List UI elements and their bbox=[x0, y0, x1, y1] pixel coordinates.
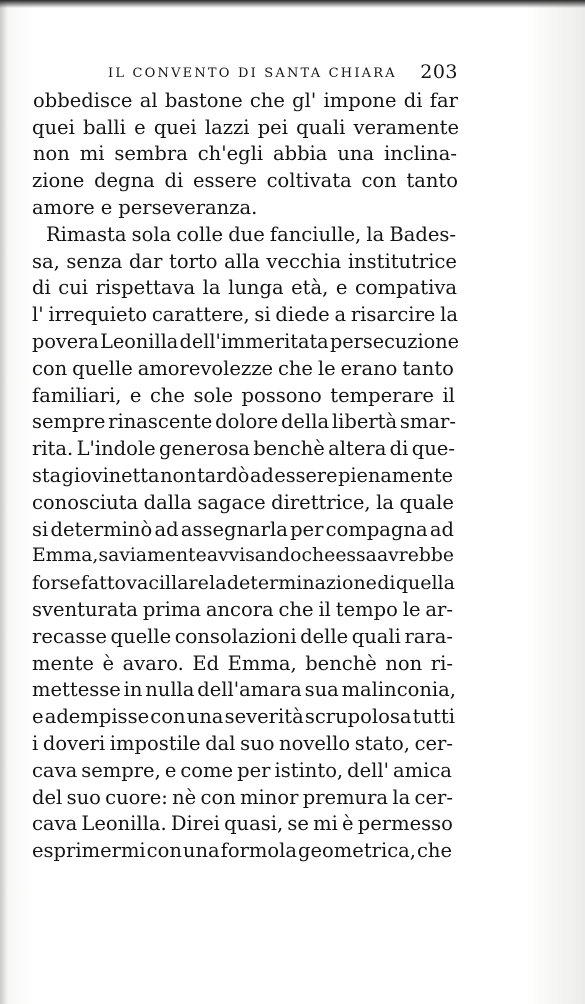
word: mi bbox=[79, 142, 105, 165]
word: come bbox=[180, 759, 234, 782]
word: e bbox=[164, 759, 177, 782]
word: zione bbox=[32, 169, 85, 192]
word: che bbox=[301, 545, 336, 566]
word: quasi, bbox=[224, 812, 284, 835]
word: per bbox=[290, 518, 324, 541]
word: avvisando bbox=[206, 545, 302, 566]
word: ad bbox=[154, 518, 179, 541]
word: due bbox=[228, 223, 265, 246]
word: si bbox=[32, 518, 49, 541]
word: quali bbox=[296, 116, 346, 139]
word: sembra bbox=[114, 142, 188, 165]
word: mettesse bbox=[32, 678, 121, 701]
word: la bbox=[440, 303, 458, 326]
word: torto bbox=[169, 250, 218, 273]
word: bastone bbox=[164, 89, 243, 112]
word: lunga bbox=[228, 276, 284, 299]
word: assegnarla bbox=[180, 518, 288, 541]
word: senza bbox=[66, 250, 123, 273]
word: recasse bbox=[32, 625, 107, 648]
word: a bbox=[334, 303, 347, 326]
word: cui bbox=[58, 276, 89, 299]
word: minor bbox=[240, 786, 299, 809]
word: essere bbox=[274, 464, 338, 487]
word: il bbox=[318, 598, 331, 621]
word: coltivata bbox=[266, 169, 352, 192]
word: lazzi bbox=[204, 116, 250, 139]
word: irrequieto bbox=[48, 303, 148, 326]
word: sola bbox=[131, 223, 172, 246]
word: quale bbox=[399, 491, 454, 514]
word: delle bbox=[300, 625, 349, 648]
word: la bbox=[366, 223, 385, 246]
word: stato, bbox=[354, 732, 410, 755]
word: inclina- bbox=[383, 142, 457, 165]
word: generosa bbox=[159, 437, 250, 460]
word: saviamente bbox=[98, 545, 207, 566]
word: temperare bbox=[330, 384, 434, 407]
word: sventurata bbox=[32, 598, 138, 621]
text-line bbox=[46, 222, 456, 248]
word: altera bbox=[328, 437, 387, 460]
word: la bbox=[202, 276, 221, 299]
word: dalla bbox=[143, 491, 192, 514]
word: cava bbox=[32, 759, 78, 782]
word: le bbox=[317, 357, 336, 380]
word: cuore: bbox=[105, 786, 168, 809]
word: carattere, bbox=[151, 303, 250, 326]
text-line bbox=[32, 838, 452, 864]
word: istinto, bbox=[274, 759, 344, 782]
word: e bbox=[134, 116, 146, 139]
word: dell'amara bbox=[197, 678, 302, 701]
word: tempo bbox=[335, 598, 398, 621]
word: tutti bbox=[412, 705, 455, 728]
text-line bbox=[32, 731, 453, 757]
word: ch'egli bbox=[197, 142, 264, 165]
word: rispettava bbox=[95, 276, 196, 299]
text-line bbox=[32, 758, 452, 784]
text-line bbox=[32, 463, 453, 489]
word: suo bbox=[66, 786, 101, 809]
word: e bbox=[100, 196, 113, 219]
word: ancora bbox=[205, 598, 274, 621]
word: avrebbe bbox=[377, 545, 454, 566]
word: rita. bbox=[32, 437, 74, 460]
word: novello bbox=[279, 732, 351, 755]
text-line bbox=[32, 543, 454, 569]
word: geometrica, bbox=[298, 839, 416, 862]
word: degna bbox=[94, 169, 155, 192]
word: Ed bbox=[192, 652, 220, 675]
word: cava bbox=[32, 812, 78, 835]
word: che bbox=[277, 357, 313, 380]
word: ri- bbox=[430, 652, 453, 675]
text-line bbox=[32, 329, 459, 355]
word: Emma, bbox=[227, 652, 297, 675]
word: compativa bbox=[355, 276, 457, 299]
word: mente bbox=[32, 652, 94, 675]
word: essere bbox=[192, 169, 257, 192]
word: dell' bbox=[347, 759, 390, 782]
word: L'indole bbox=[76, 437, 156, 460]
word: impostile bbox=[109, 732, 201, 755]
word: familiari, bbox=[32, 384, 122, 407]
text-line bbox=[32, 517, 454, 543]
word: benchè bbox=[253, 437, 325, 460]
word: giovinetta bbox=[61, 464, 160, 487]
word: che bbox=[416, 839, 452, 862]
running-title: IL CONVENTO DI SANTA CHIARA bbox=[108, 66, 397, 81]
word: quella bbox=[395, 572, 455, 594]
word: scrupolosa bbox=[304, 705, 412, 728]
word: esprimermi bbox=[32, 839, 146, 862]
word: diede bbox=[275, 303, 330, 326]
word: Leonilla. bbox=[81, 812, 167, 835]
text-line bbox=[32, 811, 453, 837]
word: di bbox=[164, 169, 184, 192]
text-line bbox=[32, 383, 455, 409]
word: amore bbox=[32, 196, 95, 219]
word: malinconia, bbox=[341, 678, 456, 701]
word: del bbox=[32, 786, 63, 809]
word: quali bbox=[351, 625, 401, 648]
text-line bbox=[32, 597, 453, 623]
word: mi bbox=[313, 812, 338, 835]
word: dal bbox=[205, 732, 236, 755]
word: pei bbox=[257, 116, 288, 139]
word: veramente bbox=[353, 116, 459, 139]
word: pienamente bbox=[338, 464, 453, 487]
word: cer- bbox=[414, 786, 453, 809]
word: Leonilla bbox=[100, 330, 179, 353]
word: quei bbox=[153, 116, 197, 139]
word: sagace bbox=[197, 491, 266, 514]
word: e bbox=[335, 276, 348, 299]
word: institutrice bbox=[347, 250, 457, 273]
word: sa, bbox=[32, 250, 60, 273]
word: una bbox=[182, 839, 220, 862]
page-top-edge-shadow bbox=[0, 0, 585, 8]
word: obbedisce bbox=[33, 89, 133, 112]
text-line bbox=[32, 249, 457, 275]
word: età, bbox=[291, 276, 329, 299]
word: benchè bbox=[305, 652, 377, 675]
word: sempre bbox=[32, 410, 106, 433]
word: non bbox=[33, 142, 70, 165]
word: persecuzione bbox=[329, 330, 459, 353]
word: con bbox=[32, 357, 68, 380]
text-line bbox=[32, 677, 456, 703]
word: ar- bbox=[425, 598, 453, 621]
word: quelle bbox=[110, 625, 172, 648]
word: il bbox=[442, 384, 455, 407]
word: fatto bbox=[80, 572, 126, 594]
word: in bbox=[123, 678, 143, 701]
word: Direi bbox=[170, 812, 220, 835]
word: con bbox=[361, 169, 397, 192]
word: ad bbox=[429, 518, 454, 541]
word: di bbox=[389, 437, 409, 460]
word: consolazioni bbox=[174, 625, 297, 648]
word: Emma, bbox=[32, 545, 99, 566]
word: di bbox=[32, 276, 51, 299]
word: la bbox=[392, 786, 411, 809]
word: que- bbox=[411, 437, 455, 460]
running-head bbox=[108, 62, 458, 86]
word: per bbox=[237, 759, 271, 782]
word: suo bbox=[240, 732, 275, 755]
word: colle bbox=[176, 223, 224, 246]
word: di bbox=[377, 572, 396, 594]
word: fanciulle, bbox=[269, 223, 362, 246]
word: che bbox=[278, 598, 314, 621]
word: dar bbox=[129, 250, 163, 273]
word: non bbox=[385, 652, 423, 675]
word: è bbox=[342, 812, 354, 835]
word: con bbox=[150, 705, 186, 728]
word: e bbox=[129, 384, 142, 407]
text-line bbox=[32, 302, 458, 328]
page-left-edge-shadow bbox=[0, 0, 8, 1004]
word: di bbox=[403, 89, 423, 112]
word: quelle bbox=[72, 357, 133, 380]
word: tanto bbox=[406, 169, 458, 192]
text-line bbox=[32, 195, 262, 221]
word: quei bbox=[32, 116, 75, 139]
word: dolore bbox=[215, 410, 279, 433]
word: sta bbox=[32, 464, 62, 487]
word: adempisse bbox=[44, 705, 150, 728]
word: vacillare bbox=[126, 572, 209, 594]
word: sole bbox=[193, 384, 233, 407]
page-number: 203 bbox=[420, 61, 458, 83]
word: far bbox=[429, 89, 458, 112]
word: nulla bbox=[145, 678, 195, 701]
word: una bbox=[186, 705, 224, 728]
word: impone bbox=[323, 89, 397, 112]
word: rinascente bbox=[108, 410, 213, 433]
word: prima bbox=[142, 598, 201, 621]
word: balli bbox=[83, 116, 126, 139]
word: l' bbox=[32, 303, 44, 326]
word: Rimasta bbox=[46, 223, 127, 246]
text-line bbox=[32, 490, 454, 516]
word: determinazione bbox=[226, 572, 377, 594]
word: amica bbox=[393, 759, 452, 782]
word: sempre, bbox=[81, 759, 161, 782]
word: la bbox=[376, 491, 394, 514]
word: sua bbox=[304, 678, 339, 701]
word: e bbox=[32, 705, 44, 728]
word: permesso bbox=[357, 812, 453, 835]
text-line bbox=[32, 570, 455, 596]
text-line bbox=[32, 409, 456, 435]
word: tardò bbox=[197, 464, 250, 487]
word: forse bbox=[32, 572, 81, 594]
text-line bbox=[32, 785, 453, 811]
word: essa bbox=[335, 545, 377, 566]
word: libertà bbox=[331, 410, 398, 433]
word: erano bbox=[340, 357, 398, 380]
text-line bbox=[32, 356, 454, 382]
word: dell'immeritata bbox=[179, 330, 329, 353]
word: conosciuta bbox=[32, 491, 139, 514]
word: tanto bbox=[402, 357, 454, 380]
word: cer- bbox=[414, 732, 453, 755]
word: con bbox=[200, 786, 236, 809]
text-line bbox=[32, 624, 453, 650]
word: severità bbox=[224, 705, 304, 728]
word: avaro. bbox=[122, 652, 184, 675]
word: alla bbox=[224, 250, 260, 273]
word: smar- bbox=[399, 410, 456, 433]
text-line bbox=[32, 168, 458, 194]
word: Bades- bbox=[389, 223, 456, 246]
word: gl' bbox=[292, 89, 317, 112]
word: si bbox=[254, 303, 271, 326]
word: ad bbox=[249, 464, 274, 487]
word: possono bbox=[241, 384, 322, 407]
word: è bbox=[102, 652, 115, 675]
word: le bbox=[402, 598, 421, 621]
word: perseveranza. bbox=[118, 196, 258, 219]
word: vecchia bbox=[266, 250, 342, 273]
word: compagna bbox=[325, 518, 428, 541]
word: risarcire bbox=[350, 303, 436, 326]
text-line bbox=[33, 88, 458, 114]
text-line bbox=[32, 115, 459, 141]
word: rara- bbox=[404, 625, 453, 648]
word: povera bbox=[32, 330, 99, 353]
word: che bbox=[249, 89, 285, 112]
word: determinò bbox=[50, 518, 153, 541]
text-line bbox=[32, 436, 455, 462]
text-line bbox=[33, 141, 457, 167]
word: della bbox=[280, 410, 330, 433]
word: la bbox=[209, 572, 227, 594]
word: abbia bbox=[272, 142, 328, 165]
word: che bbox=[149, 384, 185, 407]
word: doveri bbox=[42, 732, 106, 755]
word: i bbox=[32, 732, 39, 755]
word: non bbox=[160, 464, 197, 487]
word: al bbox=[139, 89, 158, 112]
word: con bbox=[146, 839, 182, 862]
word: premura bbox=[302, 786, 389, 809]
text-line bbox=[32, 651, 453, 677]
word: direttrice, bbox=[271, 491, 371, 514]
word: amorevolezze bbox=[137, 357, 274, 380]
text-line bbox=[32, 704, 455, 730]
word: una bbox=[337, 142, 375, 165]
word: nè bbox=[172, 786, 197, 809]
word: formola bbox=[220, 839, 298, 862]
text-line bbox=[32, 275, 457, 301]
word: se bbox=[287, 812, 309, 835]
